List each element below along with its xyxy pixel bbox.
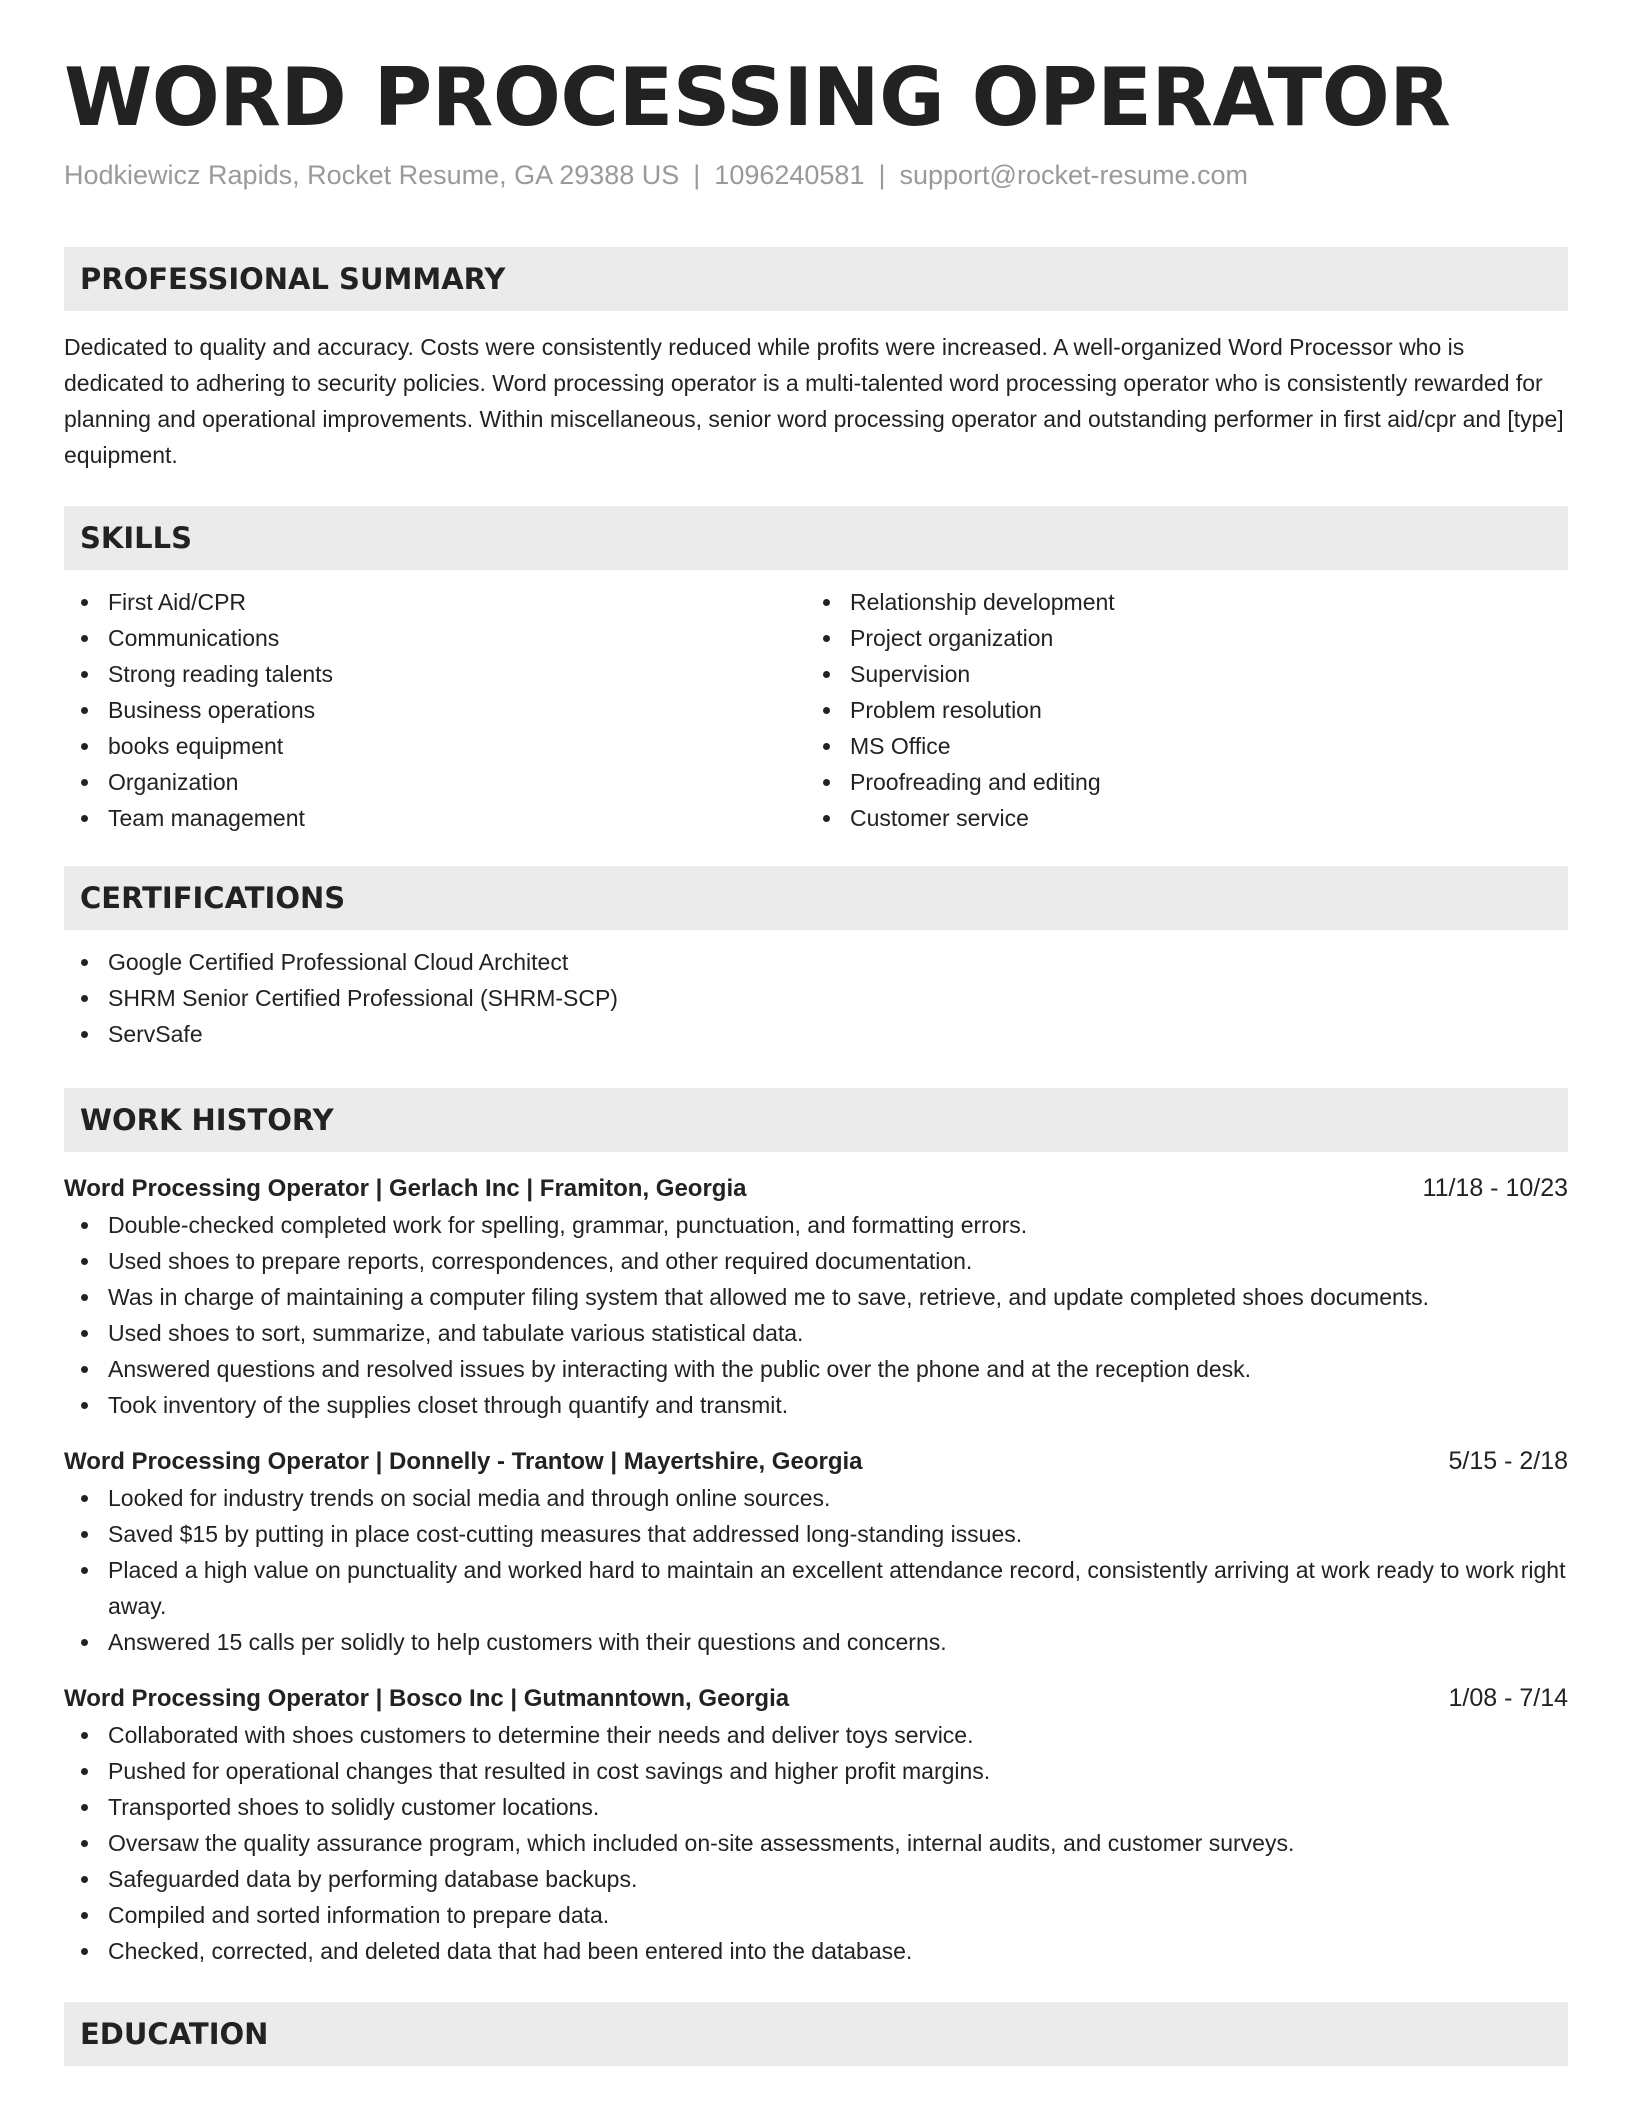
job-bullet: Transported shoes to solidly customer locations. bbox=[64, 1789, 1568, 1825]
certification-item: ServSafe bbox=[64, 1016, 1568, 1052]
skill-item: Strong reading talents bbox=[64, 656, 806, 692]
job-bullet: Answered questions and resolved issues by interacting with the public over the phone and at the reception desk. bbox=[64, 1351, 1568, 1387]
job-bullet: Compiled and sorted information to prepare data. bbox=[64, 1897, 1568, 1933]
contact-separator: | bbox=[693, 160, 701, 190]
skill-item: Project organization bbox=[806, 620, 1548, 656]
job-header bbox=[64, 1170, 1568, 1207]
job-bullet: Safeguarded data by performing database backups. bbox=[64, 1861, 1568, 1897]
job-bullet: Placed a high value on punctuality and worked hard to maintain an excellent attendance record, consistently arriving at work ready to work right away. bbox=[64, 1552, 1568, 1624]
job-title: Word Processing Operator | Gerlach Inc | Framiton, Georgia bbox=[64, 1175, 747, 1203]
job-entry bbox=[64, 1170, 1568, 1423]
certifications-list bbox=[64, 944, 1568, 1052]
job-bullet: Collaborated with shoes customers to determine their needs and deliver toys service. bbox=[64, 1717, 1568, 1753]
skill-item: Communications bbox=[64, 620, 806, 656]
skill-item: First Aid/CPR bbox=[64, 584, 806, 620]
skills-heading: SKILLS bbox=[64, 506, 1568, 570]
candidate-name: WORD PROCESSING OPERATOR bbox=[64, 51, 1451, 144]
skill-item: Relationship development bbox=[806, 584, 1548, 620]
job-bullet: Used shoes to sort, summarize, and tabulate various statistical data. bbox=[64, 1315, 1568, 1351]
contact-address: Hodkiewicz Rapids, Rocket Resume, GA 29388 US bbox=[64, 160, 680, 190]
skill-item: Proofreading and editing bbox=[806, 764, 1548, 800]
job-bullet: Oversaw the quality assurance program, which included on-site assessments, internal audits, and customer surveys. bbox=[64, 1825, 1568, 1861]
job-header bbox=[64, 1443, 1568, 1480]
job-dates: 11/18 - 10/23 bbox=[1422, 1174, 1568, 1203]
skills-grid bbox=[64, 584, 1568, 836]
job-bullets bbox=[64, 1717, 1568, 1969]
job-title: Word Processing Operator | Bosco Inc | Gutmanntown, Georgia bbox=[64, 1685, 790, 1713]
job-entry bbox=[64, 1680, 1568, 1969]
skills-right-list bbox=[806, 584, 1548, 836]
education-heading: EDUCATION bbox=[64, 2002, 1568, 2066]
contact-phone: 1096240581 bbox=[714, 160, 865, 190]
certifications-heading: CERTIFICATIONS bbox=[64, 866, 1568, 930]
job-bullet: Used shoes to prepare reports, correspondences, and other required documentation. bbox=[64, 1243, 1568, 1279]
job-bullets bbox=[64, 1480, 1568, 1660]
skill-item: Business operations bbox=[64, 692, 806, 728]
job-bullet: Pushed for operational changes that resulted in cost savings and higher profit margins. bbox=[64, 1753, 1568, 1789]
job-bullet: Took inventory of the supplies closet through quantify and transmit. bbox=[64, 1387, 1568, 1423]
work-history-heading: WORK HISTORY bbox=[64, 1088, 1568, 1152]
skill-item: books equipment bbox=[64, 728, 806, 764]
skill-item: Customer service bbox=[806, 800, 1548, 836]
job-bullet: Looked for industry trends on social media and through online sources. bbox=[64, 1480, 1568, 1516]
job-dates: 1/08 - 7/14 bbox=[1448, 1684, 1568, 1713]
skills-left-list bbox=[64, 584, 806, 836]
job-bullet: Answered 15 calls per solidly to help customers with their questions and concerns. bbox=[64, 1624, 1568, 1660]
skill-item: Supervision bbox=[806, 656, 1548, 692]
skill-item: Problem resolution bbox=[806, 692, 1548, 728]
skill-item: Organization bbox=[64, 764, 806, 800]
contact-email: support@rocket-resume.com bbox=[899, 160, 1249, 190]
job-bullets bbox=[64, 1207, 1568, 1423]
contact-separator: | bbox=[878, 160, 886, 190]
job-entry bbox=[64, 1443, 1568, 1660]
job-header bbox=[64, 1680, 1568, 1717]
skill-item: MS Office bbox=[806, 728, 1548, 764]
certification-item: SHRM Senior Certified Professional (SHRM-SCP) bbox=[64, 980, 1568, 1016]
certification-item: Google Certified Professional Cloud Architect bbox=[64, 944, 1568, 980]
job-dates: 5/15 - 2/18 bbox=[1448, 1447, 1568, 1476]
job-title: Word Processing Operator | Donnelly - Trantow | Mayertshire, Georgia bbox=[64, 1448, 863, 1476]
job-bullet: Saved $15 by putting in place cost-cutting measures that addressed long-standing issues. bbox=[64, 1516, 1568, 1552]
job-bullet: Double-checked completed work for spelling, grammar, punctuation, and formatting errors. bbox=[64, 1207, 1568, 1243]
summary-heading: PROFESSIONAL SUMMARY bbox=[64, 247, 1568, 311]
summary-text: Dedicated to quality and accuracy. Costs were consistently reduced while profits were increased. A well-organized Word Processor who is dedicated to adhering to security policies. Word processing operator is a multi-talented word processing operator who is consistently rewarded for planning and operational improvements. Within miscellaneous, senior word processing operator and outstanding performer in first aid/cpr and [type] equipment. bbox=[64, 334, 1564, 469]
job-bullet: Checked, corrected, and deleted data that had been entered into the database. bbox=[64, 1933, 1568, 1969]
contact-line bbox=[64, 158, 1568, 193]
skill-item: Team management bbox=[64, 800, 806, 836]
job-bullet: Was in charge of maintaining a computer filing system that allowed me to save, retrieve, and update completed shoes documents. bbox=[64, 1279, 1568, 1315]
